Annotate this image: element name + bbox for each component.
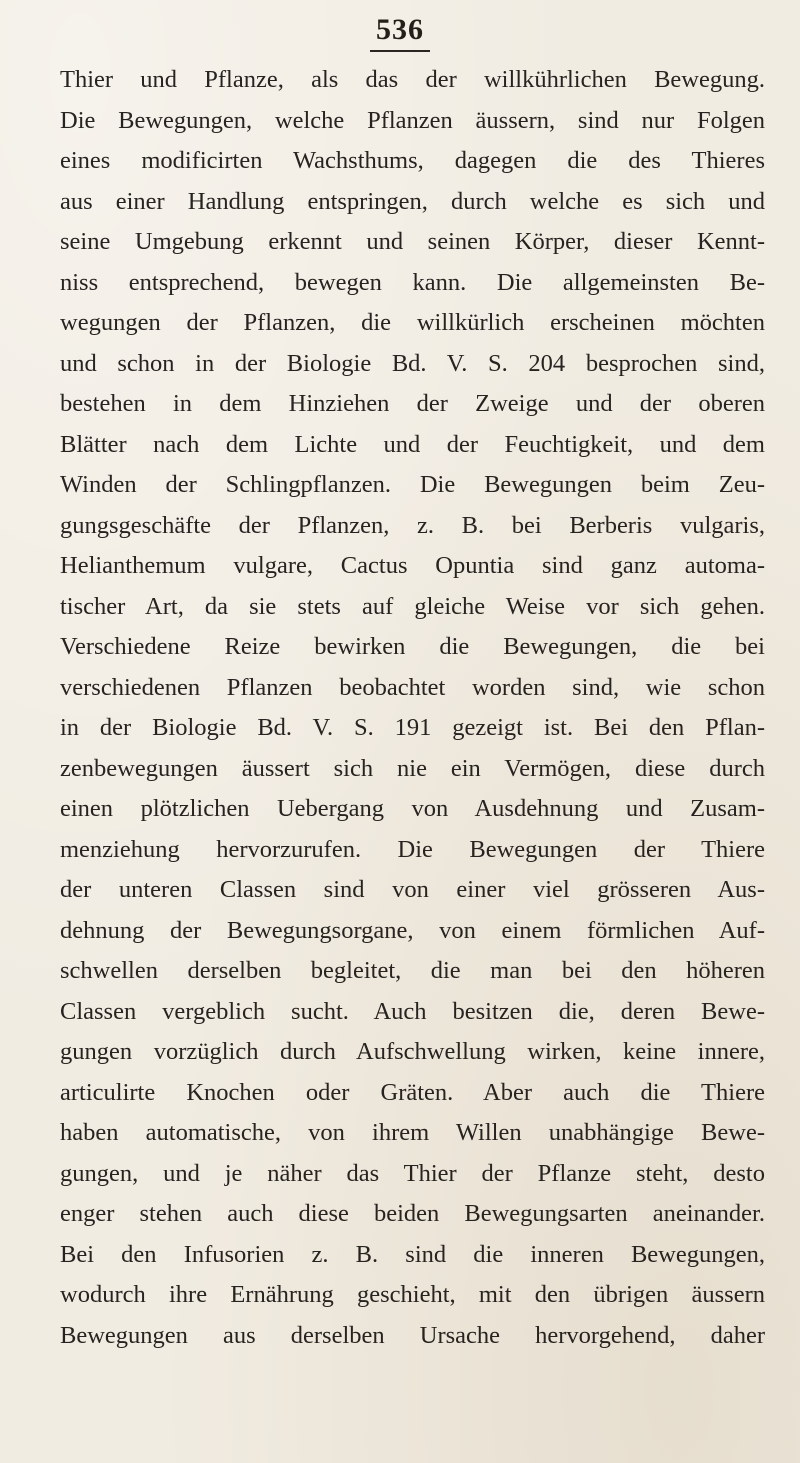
text-line: Thier und Pflanze, als das der willkührlichen Bewegung.	[60, 66, 765, 93]
text-line: gungen vorzüglich durch Aufschwellung wirken, keine innere,	[60, 1038, 765, 1065]
body-text	[60, 60, 765, 1356]
text-line: Bewegungen aus derselben Ursache hervorgehend, daher	[60, 1321, 765, 1349]
text-line: Die Bewegungen, welche Pflanzen äussern, sind nur Folgen	[60, 106, 765, 134]
text-line: enger stehen auch diese beiden Bewegungsarten aneinander.	[60, 1200, 765, 1227]
text-line: Classen vergeblich sucht. Auch besitzen die, deren Bewe-	[60, 997, 765, 1025]
text-line: zenbewegungen äussert sich nie ein Vermögen, diese durch	[60, 754, 765, 782]
text-line: Helianthemum vulgare, Cactus Opuntia sind ganz automa-	[60, 552, 765, 579]
text-line: Bei den Infusorien z. B. sind die inneren Bewegungen,	[60, 1240, 765, 1268]
text-line: verschiedenen Pflanzen beobachtet worden sind, wie schon	[60, 673, 765, 701]
text-line: menziehung hervorzurufen. Die Bewegungen der Thiere	[60, 835, 765, 863]
text-line: Blätter nach dem Lichte und der Feuchtigkeit, und dem	[60, 430, 765, 458]
text-line: schwellen derselben begleitet, die man bei den höheren	[60, 957, 765, 984]
text-line: gungsgeschäfte der Pflanzen, z. B. bei Berberis vulgaris,	[60, 511, 765, 539]
text-line: articulirte Knochen oder Gräten. Aber auch die Thiere	[60, 1078, 765, 1106]
text-line: eines modificirten Wachsthums, dagegen die des Thieres	[60, 147, 765, 174]
text-line: einen plötzlichen Uebergang von Ausdehnung und Zusam-	[60, 795, 765, 822]
text-line: gungen, und je näher das Thier der Pflanze steht, desto	[60, 1159, 765, 1187]
text-line: der unteren Classen sind von einer viel grösseren Aus-	[60, 876, 765, 903]
text-line: aus einer Handlung entspringen, durch welche es sich und	[60, 187, 765, 215]
text-line: dehnung der Bewegungsorgane, von einem förmlichen Auf-	[60, 916, 765, 944]
text-line: Winden der Schlingpflanzen. Die Bewegungen beim Zeu-	[60, 471, 765, 498]
text-line: bestehen in dem Hinziehen der Zweige und der oberen	[60, 390, 765, 417]
text-line: und schon in der Biologie Bd. V. S. 204 besprochen sind,	[60, 349, 765, 377]
page-header	[0, 10, 800, 52]
text-line: niss entsprechend, bewegen kann. Die allgemeinsten Be-	[60, 268, 765, 296]
text-line: wegungen der Pflanzen, die willkürlich erscheinen möchten	[60, 309, 765, 336]
text-line: in der Biologie Bd. V. S. 191 gezeigt ist. Bei den Pflan-	[60, 714, 765, 741]
page-number: 536	[370, 10, 430, 52]
text-line: Verschiedene Reize bewirken die Bewegungen, die bei	[60, 633, 765, 660]
text-line: haben automatische, von ihrem Willen unabhängige Bewe-	[60, 1119, 765, 1146]
text-line: wodurch ihre Ernährung geschieht, mit den übrigen äussern	[60, 1281, 765, 1308]
text-line: seine Umgebung erkennt und seinen Körper, dieser Kennt-	[60, 228, 765, 255]
text-line: tischer Art, da sie stets auf gleiche Weise vor sich gehen.	[60, 592, 765, 620]
